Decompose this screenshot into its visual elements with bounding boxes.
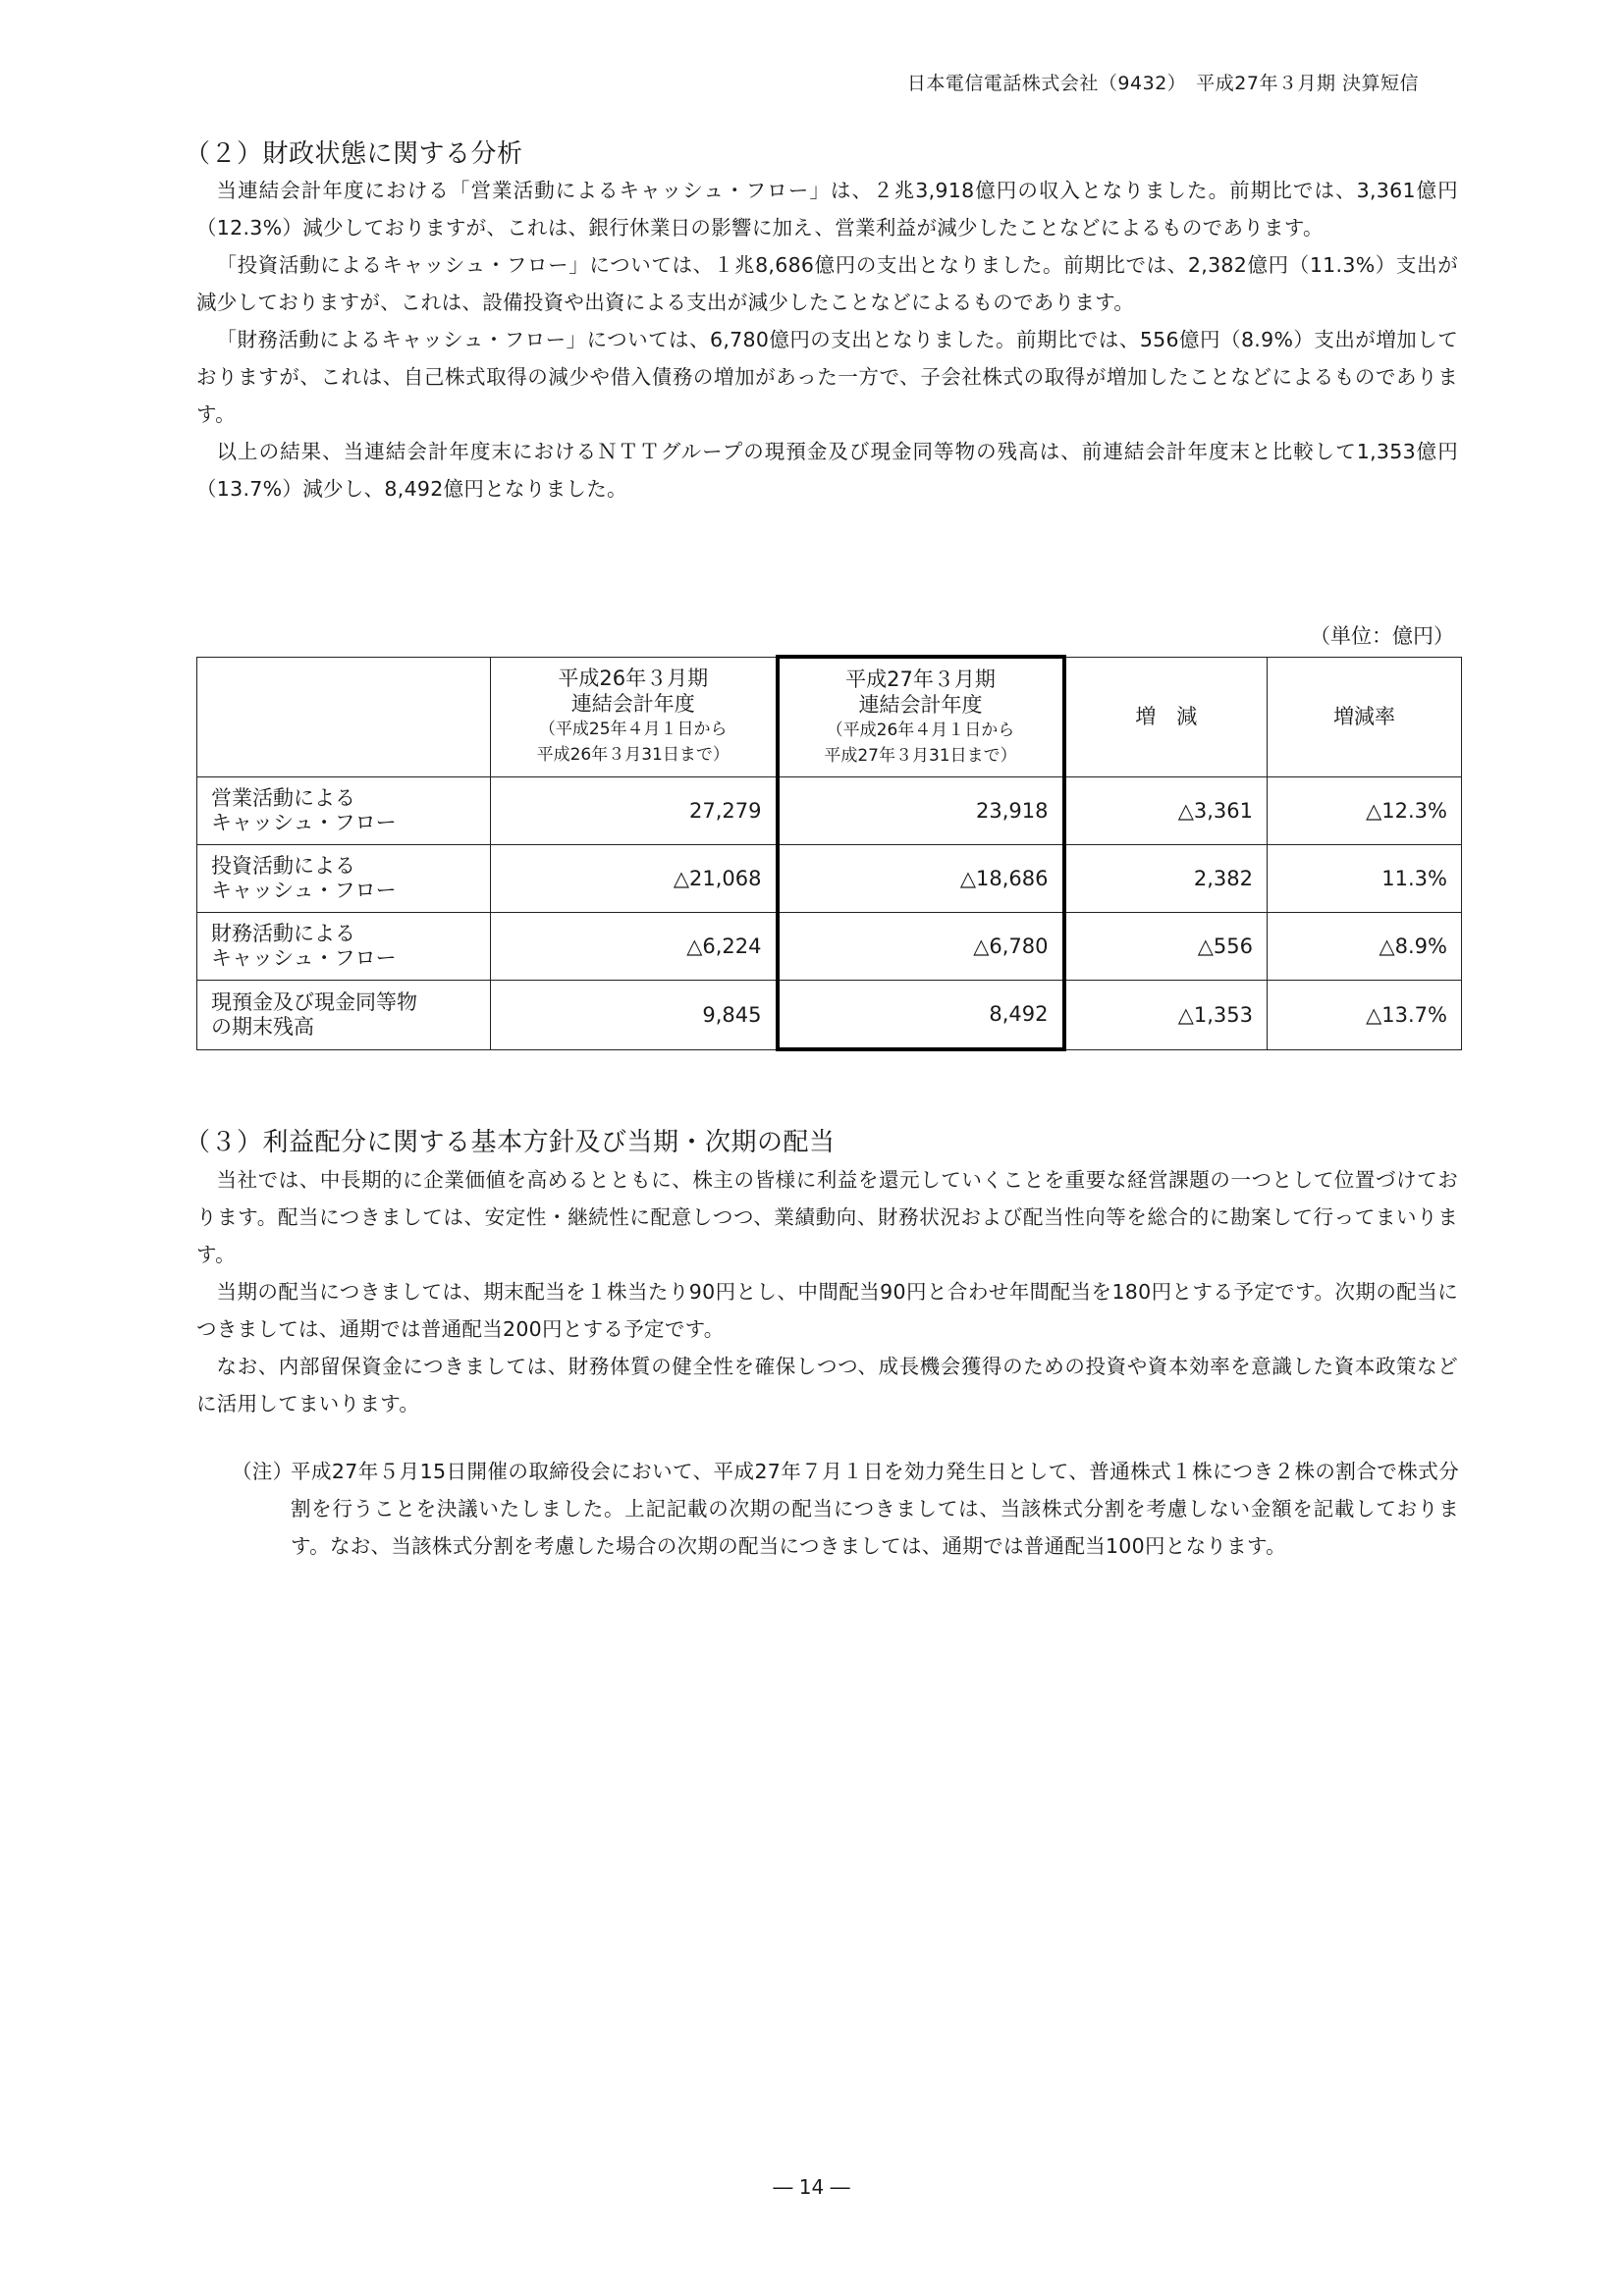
header-change-rate: 増減率 [1268,657,1462,777]
header-current-year-range-start: （平成26年４月１日から [826,721,1015,740]
row-label-line2: の期末残高 [211,1014,314,1039]
row-label [197,845,491,913]
cell-current-year: △18,686 [778,845,1064,913]
cash-flow-table [196,655,1462,1051]
row-label-line1: 財務活動による [211,922,355,945]
row-label [197,981,491,1050]
row-label-line1: 現預金及び現金同等物 [211,989,417,1014]
row-label-line1: 営業活動による [211,786,355,810]
header-prior-year-range-end: 平成26年３月31日まで） [536,745,730,766]
cell-current-year: △6,780 [778,913,1064,981]
header-empty-cell [197,657,491,777]
table-header-row [197,657,1462,777]
cell-current-year: 8,492 [778,981,1064,1050]
cell-change-rate: △12.3% [1268,777,1462,845]
note-text: 平成27年５月15日開催の取締役会において、平成27年７月１日を効力発生日として、普通株式１株につき２株の割合で株式分割を行うことを決議いたしました。上記記載の次期の配当につきましては、当該株式分割を考慮しない金額を記載しております。なお、当該株式分割を考慮した場合の次期の配当につきましては、通期では普通配当100円となります。 [291,1460,1459,1558]
section-dividend-policy-body [196,1161,1458,1422]
row-label-line2: キャッシュ・フロー [211,946,397,970]
section-financial-position-body [196,172,1458,507]
row-label [197,913,491,981]
cell-change: 2,382 [1064,845,1268,913]
header-change: 増 減 [1064,657,1268,777]
paragraph: 以上の結果、当連結会計年度末におけるＮＴＴグループの現預金及び現金同等物の残高は、前連結会計年度末と比較して1,353億円（13.7%）減少し、8,492億円となりました。 [196,440,1458,501]
table-unit-label: （単位：億円） [1310,624,1454,648]
cell-prior-year: 27,279 [491,777,778,845]
header-current-year-period: 平成27年３月期 [845,667,996,691]
cell-prior-year: △21,068 [491,845,778,913]
cell-prior-year: 9,845 [491,981,778,1050]
table-row-operating [197,777,1462,845]
paragraph: 当期の配当につきましては、期末配当を１株当たり90円とし、中間配当90円と合わせ年間配当を180円とする予定です。次期の配当につきましては、通期では普通配当200円とする予定です。 [196,1280,1458,1341]
cell-prior-year: △6,224 [491,913,778,981]
paragraph: 当連結会計年度における「営業活動によるキャッシュ・フロー」は、２兆3,918億円の収入となりました。前期比では、3,361億円（12.3%）減少しておりますが、これは、銀行休業日の影響に加え、営業利益が減少したことなどによるものであります。 [196,179,1458,240]
page-number: ― 14 ― [773,2175,850,2199]
table-row-cash-balance [197,981,1462,1050]
paragraph: 「投資活動によるキャッシュ・フロー」については、１兆8,686億円の支出となりました。前期比では、2,382億円（11.3%）支出が減少しておりますが、これは、設備投資や出資による支出が減少したことなどによるものであります。 [196,253,1458,314]
cell-change-rate: △8.9% [1268,913,1462,981]
section-title-financial-position: （２）財政状態に関する分析 [185,139,523,169]
header-prior-year-range-start: （平成25年４月１日から [538,720,728,740]
stock-split-note [232,1453,1459,1565]
cell-change: △1,353 [1064,981,1268,1050]
row-label-line2: キャッシュ・フロー [211,879,397,902]
cell-change: △3,361 [1064,777,1268,845]
table-row-investing [197,845,1462,913]
header-prior-year [491,657,778,777]
header-prior-year-period: 平成26年３月期 [558,667,709,691]
row-label [197,777,491,845]
header-current-year-range-end: 平成27年３月31日まで） [824,746,1017,766]
row-label-line1: 投資活動による [211,854,355,878]
row-label-line2: キャッシュ・フロー [211,811,397,834]
header-current-year-label: 連結会計年度 [858,693,983,717]
document-header: 日本電信電話株式会社（9432） 平成27年３月期 決算短信 [906,73,1419,94]
cell-current-year: 23,918 [778,777,1064,845]
section-title-dividend-policy: （３）利益配分に関する基本方針及び当期・次期の配当 [185,1128,836,1157]
table-row-financing [197,913,1462,981]
header-prior-year-label: 連結会計年度 [570,692,695,717]
paragraph: 「財務活動によるキャッシュ・フロー」については、6,780億円の支出となりました。前期比では、556億円（8.9%）支出が増加しておりますが、これは、自己株式取得の減少や借入債務の増加があった一方で、子会社株式の取得が増加したことなどによるものであります。 [196,328,1458,426]
note-marker: （注） [232,1460,294,1483]
cell-change-rate: 11.3% [1268,845,1462,913]
cell-change: △556 [1064,913,1268,981]
header-current-year [778,657,1064,777]
paragraph: 当社では、中長期的に企業価値を高めるとともに、株主の皆様に利益を還元していくことを重要な経営課題の一つとして位置づけております。配当につきましては、安定性・継続性に配意しつつ、業績動向、財務状況および配当性向等を総合的に勘案して行ってまいります。 [196,1168,1458,1266]
paragraph: なお、内部留保資金につきましては、財務体質の健全性を確保しつつ、成長機会獲得のための投資や資本効率を意識した資本政策などに活用してまいります。 [196,1355,1458,1415]
cell-change-rate: △13.7% [1268,981,1462,1050]
